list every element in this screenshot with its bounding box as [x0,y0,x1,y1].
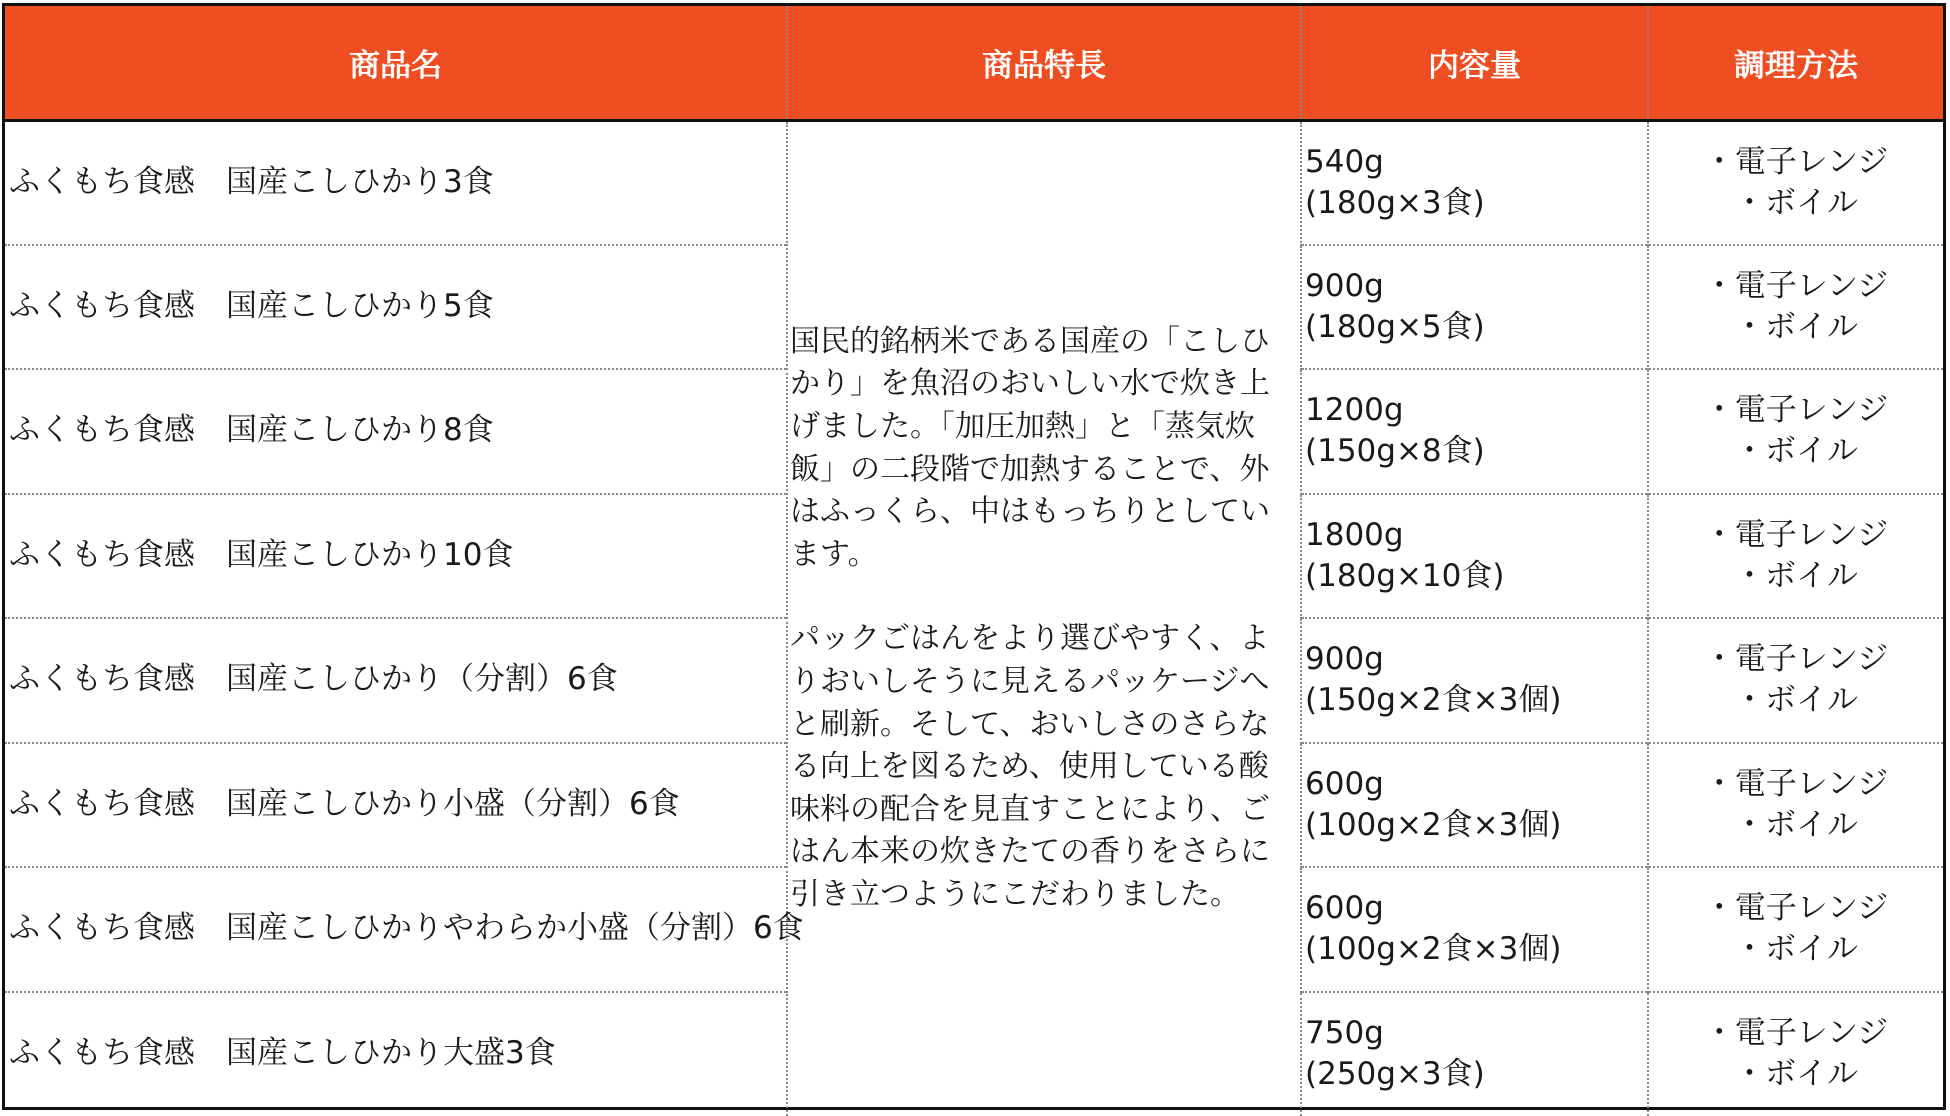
method-boil: ・ボイル [1649,929,1943,970]
content-weight: 750g [1305,1013,1647,1054]
content-amount [1301,992,1648,1116]
header-cooking-method: 調理方法 [1648,6,1943,120]
method-boil: ・ボイル [1649,805,1943,846]
content-breakdown: (180g×10食) [1305,556,1647,597]
content-amount [1301,618,1648,743]
content-amount [1301,120,1648,245]
content-breakdown: (250g×3食) [1305,1054,1647,1095]
content-weight: 900g [1305,266,1647,307]
product-feature-cell [787,120,1301,1116]
method-boil: ・ボイル [1649,556,1943,597]
content-weight: 1800g [1305,515,1647,556]
method-microwave: ・電子レンジ [1649,639,1943,680]
header-content-amount: 内容量 [1301,6,1648,120]
cooking-method [1648,743,1943,868]
method-boil: ・ボイル [1649,680,1943,721]
content-breakdown: (150g×8食) [1305,431,1647,472]
header-product-feature: 商品特長 [787,6,1301,120]
content-amount [1301,867,1648,992]
cooking-method [1648,867,1943,992]
content-amount [1301,369,1648,494]
cooking-method [1648,494,1943,619]
product-table [2,3,1946,1110]
product-name: ふくもち食感 国産こしひかり小盛（分割）6食 [5,743,787,868]
content-amount [1301,743,1648,868]
product-name: ふくもち食感 国産こしひかり3食 [5,120,787,245]
cooking-method [1648,992,1943,1116]
content-weight: 600g [1305,888,1647,929]
table-row [5,120,1943,245]
content-weight: 1200g [1305,390,1647,431]
feature-paragraph-1: 国民的銘柄米である国産の「こしひかり」を魚沼のおいしい水で炊き上げました。「加圧加熱」と「蒸気炊飯」の二段階で加熱することで、外はふっくら、中はもっちりとしています。 [790,321,1292,577]
content-breakdown: (180g×3食) [1305,183,1647,224]
method-microwave: ・電子レンジ [1649,1013,1943,1054]
table-header-row [5,6,1943,120]
method-boil: ・ボイル [1649,1054,1943,1095]
content-breakdown: (180g×5食) [1305,307,1647,348]
cooking-method [1648,120,1943,245]
product-name: ふくもち食感 国産こしひかり（分割）6食 [5,618,787,743]
feature-paragraph-2: パックごはんをより選びやすく、よりおいしそうに見えるパッケージへと刷新。そして、おいしさのさらなる向上を図るため、使用している酸味料の配合を見直すことにより、ごはん本来の炊きたての香りをさらに引き立つようにこだわりました。 [790,618,1292,916]
method-microwave: ・電子レンジ [1649,266,1943,307]
method-microwave: ・電子レンジ [1649,142,1943,183]
method-boil: ・ボイル [1649,307,1943,348]
method-microwave: ・電子レンジ [1649,515,1943,556]
product-name: ふくもち食感 国産こしひかり大盛3食 [5,992,787,1116]
content-amount [1301,494,1648,619]
content-amount [1301,245,1648,370]
content-breakdown: (100g×2食×3個) [1305,805,1647,846]
method-microwave: ・電子レンジ [1649,390,1943,431]
method-boil: ・ボイル [1649,183,1943,224]
cooking-method [1648,245,1943,370]
content-weight: 600g [1305,764,1647,805]
product-name: ふくもち食感 国産こしひかりやわらか小盛（分割）6食 [5,867,787,992]
content-breakdown: (100g×2食×3個) [1305,929,1647,970]
cooking-method [1648,618,1943,743]
method-boil: ・ボイル [1649,431,1943,472]
product-name: ふくもち食感 国産こしひかり5食 [5,245,787,370]
product-name: ふくもち食感 国産こしひかり8食 [5,369,787,494]
method-microwave: ・電子レンジ [1649,764,1943,805]
cooking-method [1648,369,1943,494]
content-breakdown: (150g×2食×3個) [1305,680,1647,721]
product-name: ふくもち食感 国産こしひかり10食 [5,494,787,619]
header-product-name: 商品名 [5,6,787,120]
content-weight: 900g [1305,639,1647,680]
content-weight: 540g [1305,142,1647,183]
method-microwave: ・電子レンジ [1649,888,1943,929]
product-spec-table [5,6,1943,1116]
